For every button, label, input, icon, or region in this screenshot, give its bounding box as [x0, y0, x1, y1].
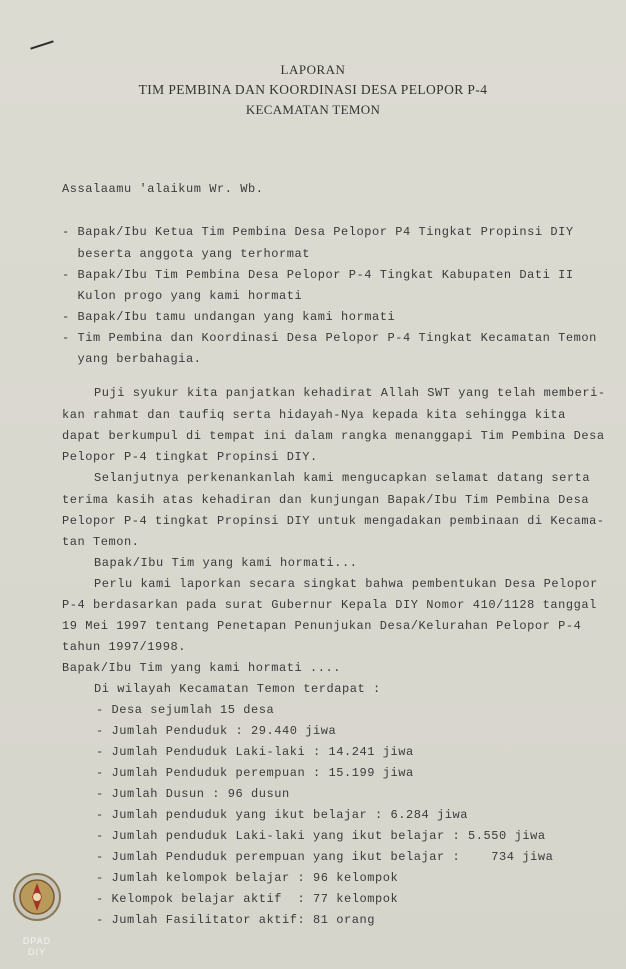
body-line: kan rahmat dan taufiq serta hidayah-Nya kepada kita sehingga kita [62, 408, 566, 422]
report-subtitle: TIM PEMBINA DAN KOORDINASI DESA PELOPOR P-4 [138, 82, 488, 97]
body-line: Perlu kami laporkan secara singkat bahwa pembentukan Desa Pelopor [94, 577, 598, 591]
stat-item: - Jumlah kelompok belajar : 96 kelompok [96, 871, 399, 885]
stat-item: - Desa sejumlah 15 desa [96, 703, 275, 717]
addressee-line: yang berbahagia. [62, 352, 202, 366]
report-district: KECAMATAN TEMON [245, 102, 381, 117]
body-line: terima kasih atas kehadiran dan kunjungan Bapak/Ibu Tim Pembina Desa [62, 493, 590, 507]
logo-line-2: DIY [27, 947, 46, 957]
stat-item: - Jumlah Penduduk perempuan yang ikut belajar : 734 jiwa [96, 850, 554, 864]
body-line: tan Temon. [62, 535, 140, 549]
stat-item: - Jumlah penduduk yang ikut belajar : 6.284 jiwa [96, 808, 469, 822]
addressee-line: - Bapak/Ibu Ketua Tim Pembina Desa Pelopor P4 Tingkat Propinsi DIY [62, 225, 574, 239]
addressee-line: - Tim Pembina dan Koordinasi Desa Pelopor P-4 Tingkat Kecamatan Temon [62, 331, 597, 345]
body-line: Pelopor P-4 tingkat Propinsi DIY untuk mengadakan pembinaan di Kecama- [62, 514, 605, 528]
logo-caption [12, 936, 62, 958]
stat-item: - Jumlah Penduduk Laki-laki : 14.241 jiwa [96, 745, 414, 759]
body-line: Puji syukur kita panjatkan kehadirat Allah SWT yang telah memberi- [94, 386, 606, 400]
body-line: 19 Mei 1997 tentang Penetapan Penunjukan Desa/Kelurahan Pelopor P-4 [62, 619, 582, 633]
addressee-line: Kulon progo yang kami hormati [62, 289, 303, 303]
addressee-line: - Bapak/Ibu tamu undangan yang kami hormati [62, 310, 396, 324]
stat-item: - Jumlah Penduduk : 29.440 jiwa [96, 724, 337, 738]
stat-item: - Jumlah penduduk Laki-laki yang ikut belajar : 5.550 jiwa [96, 829, 546, 843]
report-title: LAPORAN [280, 62, 346, 77]
body-line: P-4 berdasarkan pada surat Gubernur Kepala DIY Nomor 410/1128 tanggal [62, 598, 597, 612]
stat-item: - Jumlah Penduduk perempuan : 15.199 jiwa [96, 766, 414, 780]
stat-item: - Jumlah Dusun : 96 dusun [96, 787, 290, 801]
body-line: Pelopor P-4 tingkat Propinsi DIY. [62, 450, 318, 464]
body-line: tahun 1997/1998. [62, 640, 187, 654]
greeting: Assalaamu 'alaikum Wr. Wb. [62, 182, 264, 196]
logo-line-1: DPAD [22, 936, 52, 946]
stat-item: - Jumlah Fasilitator aktif: 81 orang [96, 913, 376, 927]
stat-item: - Kelompok belajar aktif : 77 kelompok [96, 892, 399, 906]
body-line: Di wilayah Kecamatan Temon terdapat : [94, 682, 381, 696]
addressee-line: - Bapak/Ibu Tim Pembina Desa Pelopor P-4 Tingkat Kabupaten Dati II [62, 268, 574, 282]
body-line: Bapak/Ibu Tim yang kami hormati... [94, 556, 358, 570]
addressee-line: beserta anggota yang terhormat [62, 247, 311, 261]
body-line: Bapak/Ibu Tim yang kami hormati .... [62, 661, 342, 675]
body-line: dapat berkumpul di tempat ini dalam rangka menanggapi Tim Pembina Desa [62, 429, 605, 443]
dpad-logo-icon [12, 872, 62, 922]
body-line: Selanjutnya perkenankanlah kami mengucapkan selamat datang serta [94, 471, 591, 485]
pen-mark [30, 40, 53, 49]
